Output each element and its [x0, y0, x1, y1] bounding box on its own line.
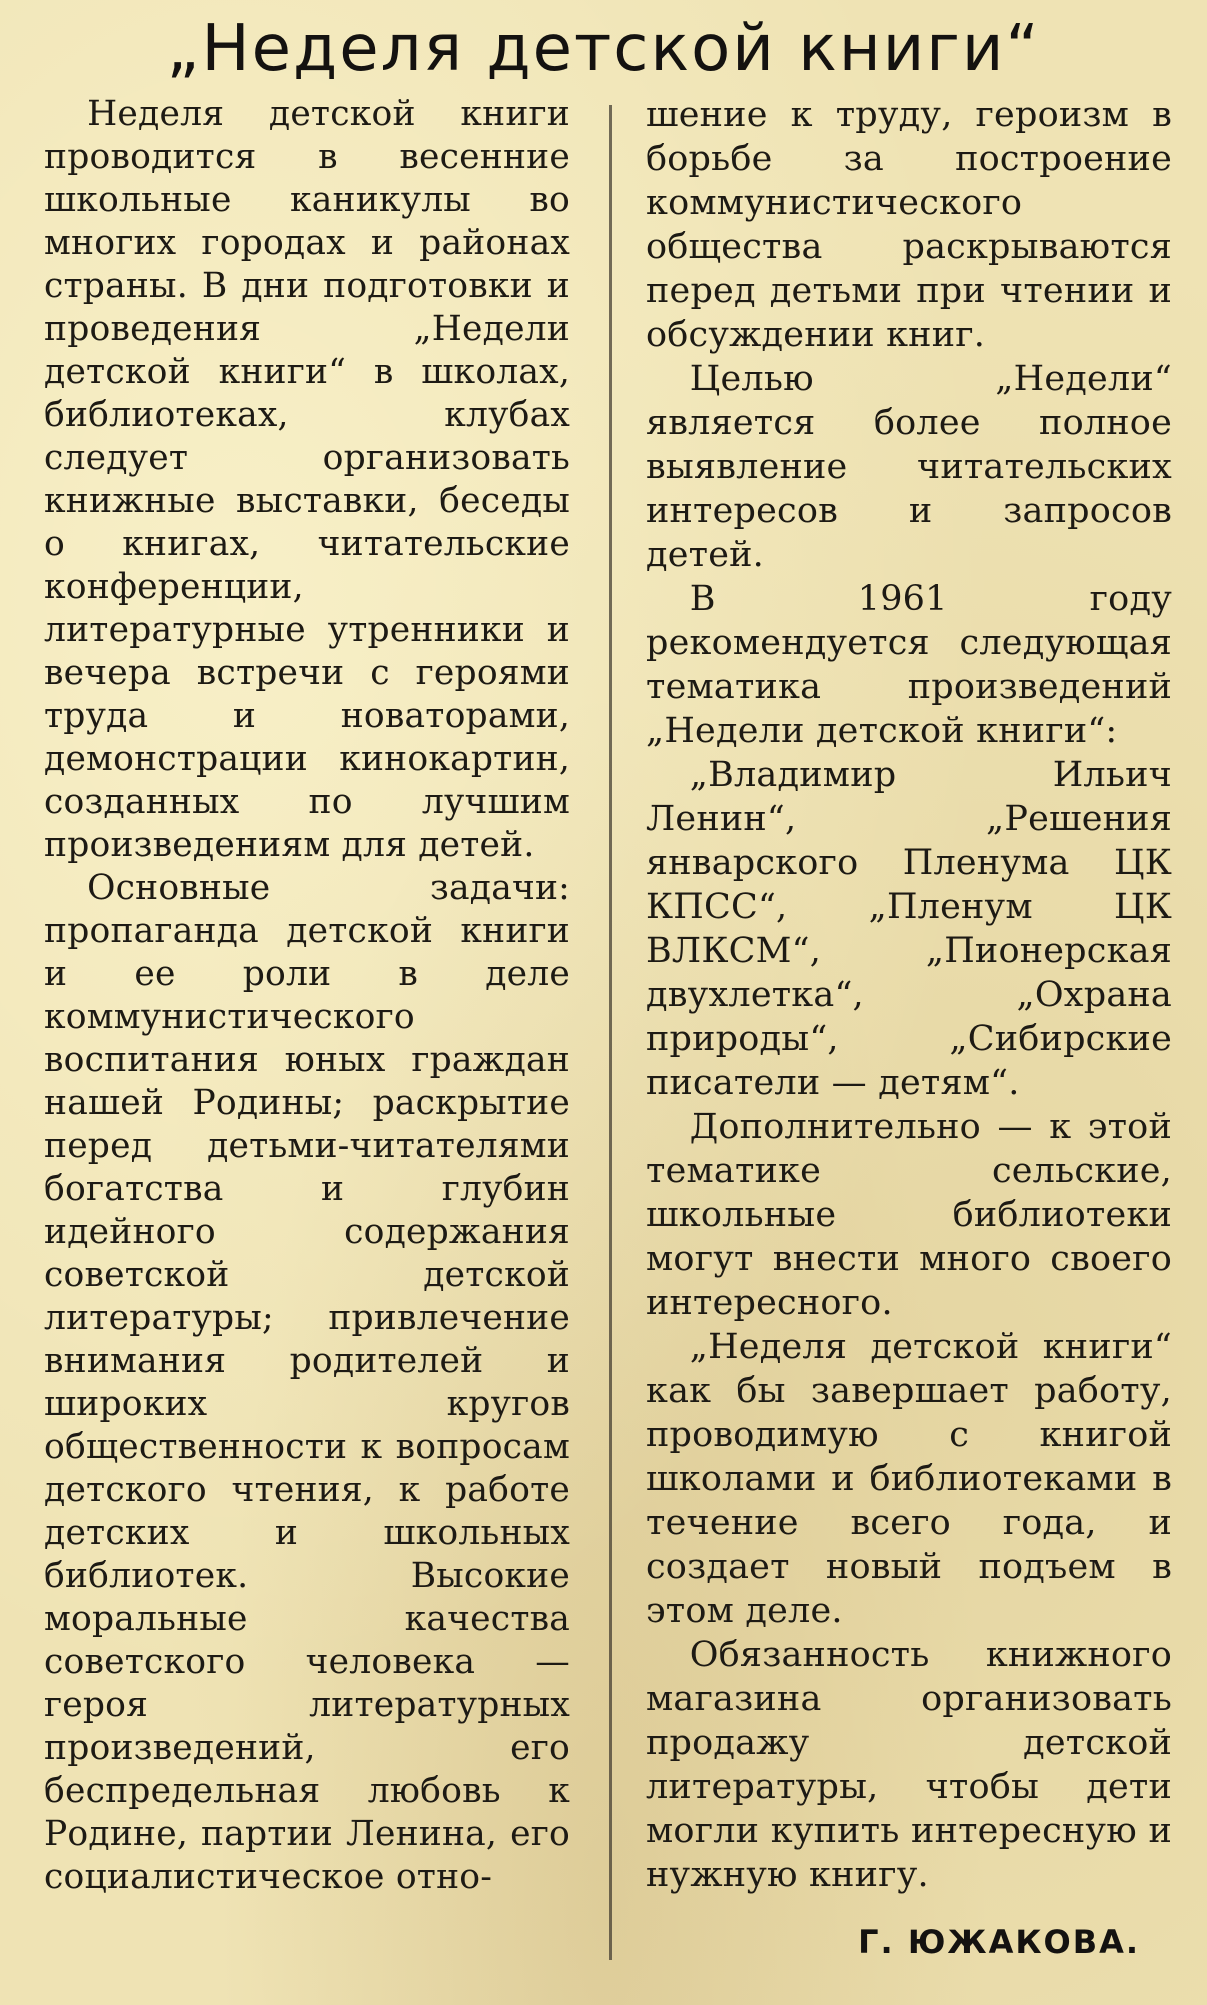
paragraph-continuation: шение к труду, героизм в борьбе за построение коммунистического общества раскрываются перед детьми при чтении и обсуждении книг. — [646, 95, 1172, 355]
paragraph-main-tasks: Основные задачи: пропаганда детской книги и ее роли в деле коммунистического воспитания юных граждан нашей Родины; раскрытие перед детьми-читателями богатства и глубин идейного содержания советской детской литературы; привлечение внимания родителей и широких кругов общественности к вопросам детского чтения, к работе детских и школьных библиотек. Высокие моральные качества советского человека — героя литературных произведений, его беспредельная любовь к Родине, партии Ленина, его социалистическое отно- — [44, 868, 570, 1897]
paragraph-themes-list: „Владимир Ильич Ленин“, „Решения январского Пленума ЦК КПСС“, „Пленум ЦК ВЛКСМ“, „Пионерская двухлетка“, „Охрана природы“, „Сибирские писатели — детям“. — [646, 755, 1172, 1103]
paragraph-intro: Неделя детской книги проводится в весенние школьные каникулы во многих городах и районах страны. В дни подготовки и проведения „Недели детской книги“ в школах, библиотеках, клубах следует организовать книжные выставки, беседы о книгах, читательские конференции, литературные утренники и вечера встречи с героями труда и новаторами, демонстрации кинокартин, созданных по лучшим произведениям для детей. — [44, 94, 570, 865]
paragraph-themes-intro: В 1961 году рекомендуется следующая тематика произведений „Недели детской книги“: — [646, 579, 1172, 751]
paragraph-week-summary: „Неделя детской книги“ как бы завершает работу, проводимую с книгой школами и библиотеками в течение всего года, и создает новый подъем в этом деле. — [646, 1327, 1172, 1631]
paragraph-additional: Дополнительно — к этой тематике сельские, школьные библиотеки могут внести много своего интересного. — [646, 1107, 1172, 1323]
article-headline: „Неделя детской книги“ — [166, 12, 1041, 86]
right-column — [646, 93, 1172, 1897]
paragraph-bookstore: Обязанность книжного магазина организовать продажу детской литературы, чтобы дети могли купить интересную и нужную книгу. — [646, 1635, 1172, 1895]
column-divider — [609, 105, 612, 1960]
author-signature: Г. ЮЖАКОВА. — [858, 1923, 1140, 1961]
left-column — [44, 93, 570, 1899]
paragraph-goal: Целью „Недели“ является более полное выявление читательских интересов и запросов детей. — [646, 359, 1172, 575]
